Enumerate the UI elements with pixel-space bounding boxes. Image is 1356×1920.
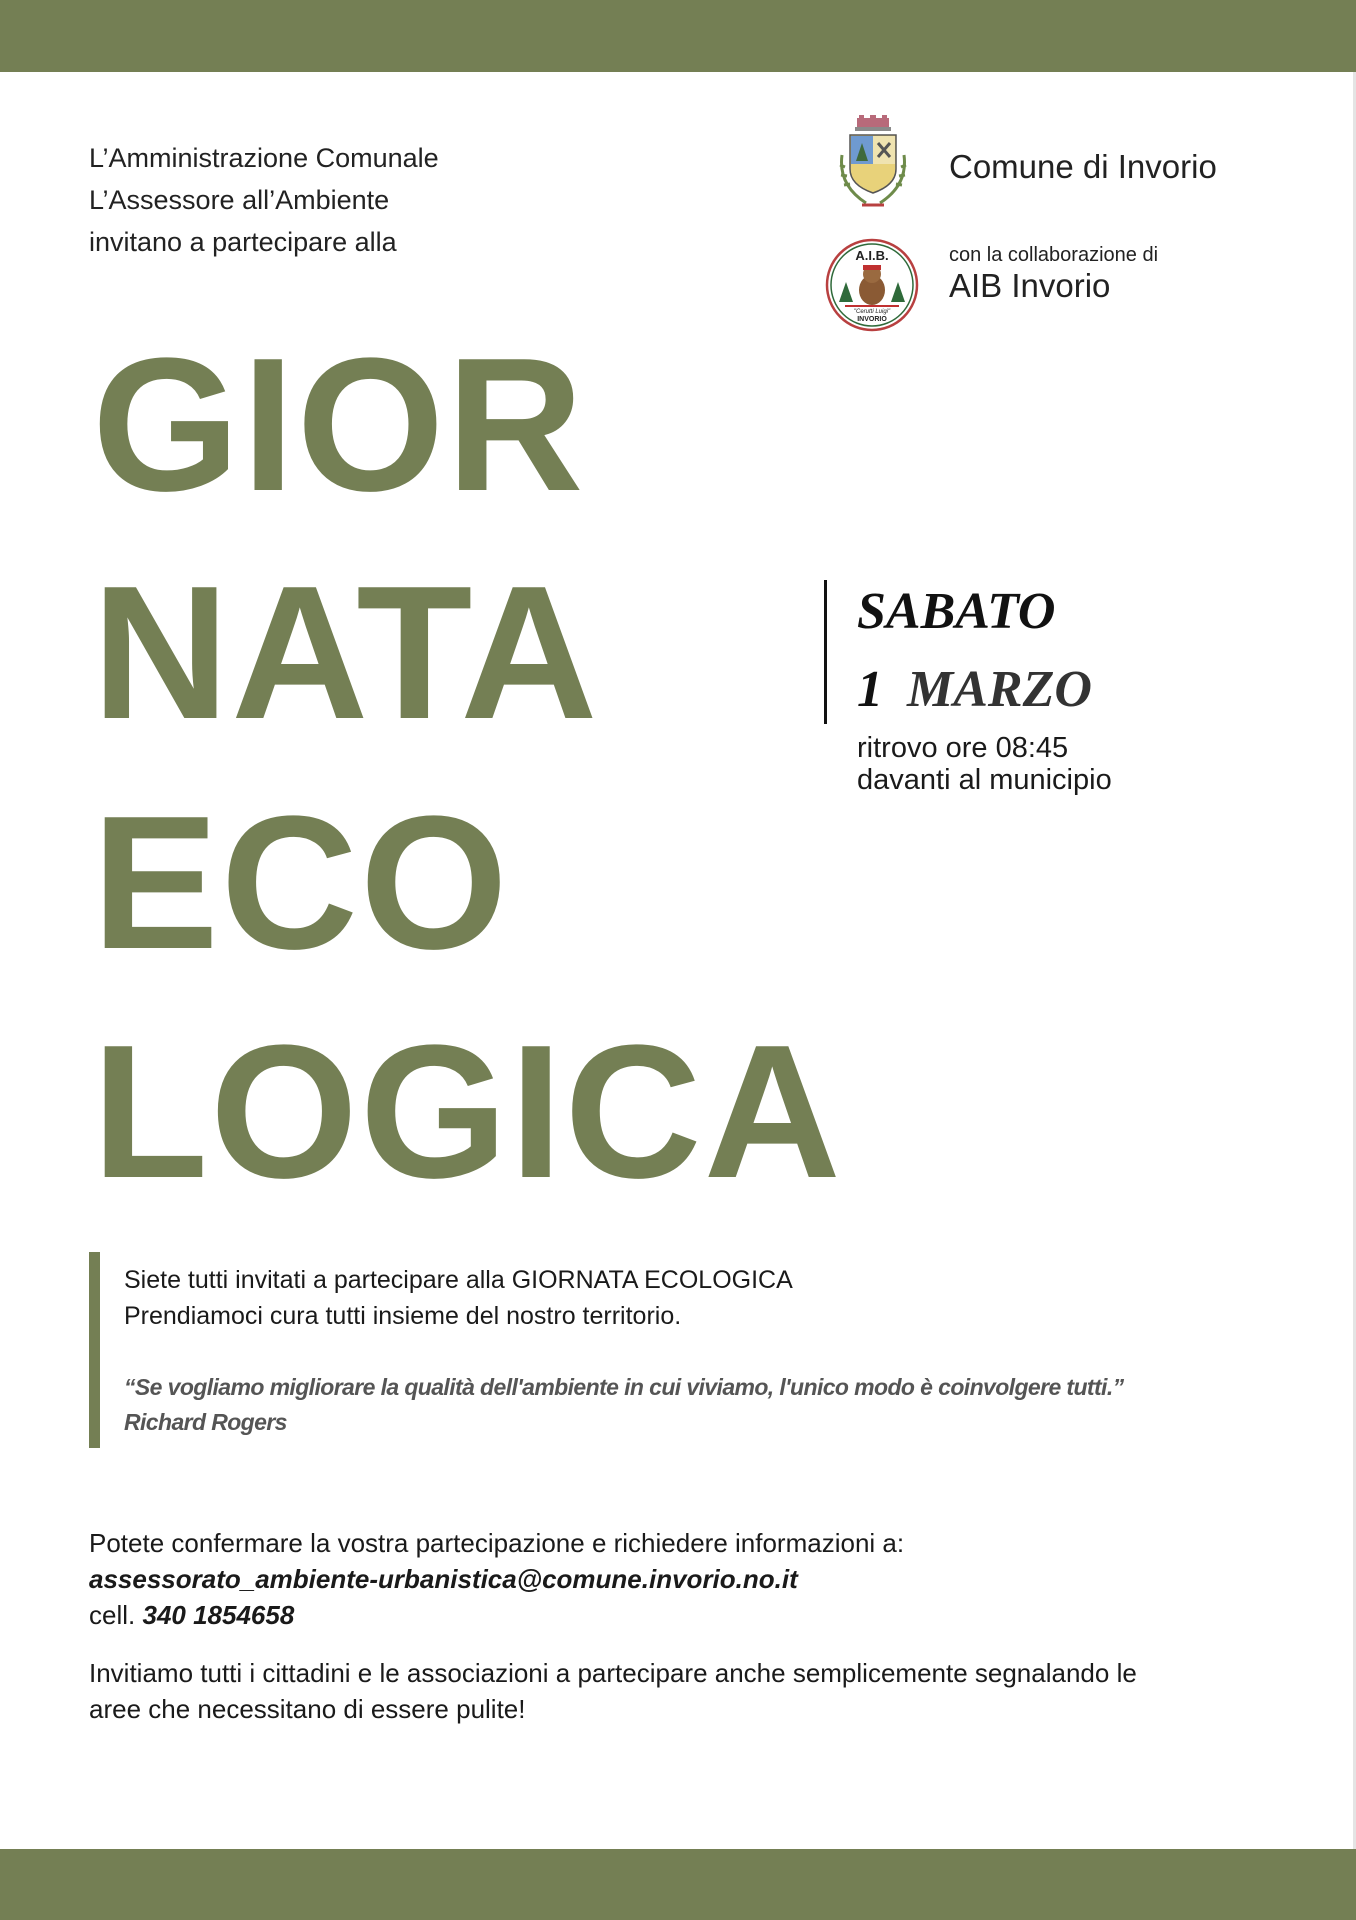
event-date [857,660,1092,719]
intro-block [89,137,439,263]
aib-name: AIB Invorio [949,267,1111,304]
quote-text: “Se vogliamo migliorare la qualità dell'ambiente in cui viviamo, l'unico modo è coinvolgere tutti.” [124,1374,1124,1400]
title-line-1: GIOR [92,319,586,531]
comune-name: Comune di Invorio [949,148,1217,185]
meeting-place: davanti al municipio [857,764,1112,796]
collaboration-label: con la collaborazione di [949,244,1159,266]
event-month: MARZO [907,661,1092,718]
title-line-4: LOGICA [92,1006,843,1218]
aib-badge-bottom: INVORIO [857,316,887,323]
meeting-info [857,732,1112,796]
intro-line-3: invitano a partecipare alla [89,227,397,257]
top-band [0,0,1356,72]
title-line-2: NATA [92,547,600,759]
invitation-message [124,1262,793,1334]
contact-block [89,1525,904,1633]
contact-intro: Potete confermare la vostra partecipazione e richiedere informazioni a: [89,1528,905,1558]
invitation-line-1: Siete tutti invitati a partecipare alla GIORNATA ECOLOGICA [124,1266,793,1294]
event-day: SABATO [857,583,1056,640]
quote-author: Richard Rogers [124,1409,287,1435]
contact-phone-line [89,1597,904,1633]
invitation-line-2: Prendiamoci cura tutti insieme del nostro territorio. [124,1302,682,1330]
title-line-3: ECO [92,777,510,989]
meeting-time: ritrovo ore 08:45 [857,732,1069,764]
phone-label: cell. [89,1600,136,1630]
event-date-number: 1 [857,661,883,718]
message-accent-bar [89,1252,100,1448]
closing-line-2: aree che necessitano di essere pulite! [89,1694,526,1724]
aib-badge-icon [825,238,919,332]
intro-line-2: L’Assessore all’Ambiente [89,185,390,215]
comune-coat-of-arms-icon [836,115,910,215]
aib-badge-top: A.I.B. [855,248,889,263]
contact-email[interactable]: assessorato_ambiente-urbanistica@comune.invorio.no.it [89,1564,798,1594]
aib-badge-motto: "Cerutti Luigi" [853,309,891,315]
date-divider [824,580,827,724]
quote-block [124,1370,1124,1440]
intro-line-1: L’Amministrazione Comunale [89,143,439,173]
closing-message [89,1655,1269,1727]
contact-phone[interactable]: 340 1854658 [142,1600,295,1630]
closing-line-1: Invitiamo tutti i cittadini e le associazioni a partecipare anche semplicemente segnalando le [89,1658,1137,1688]
bottom-band [0,1849,1356,1920]
